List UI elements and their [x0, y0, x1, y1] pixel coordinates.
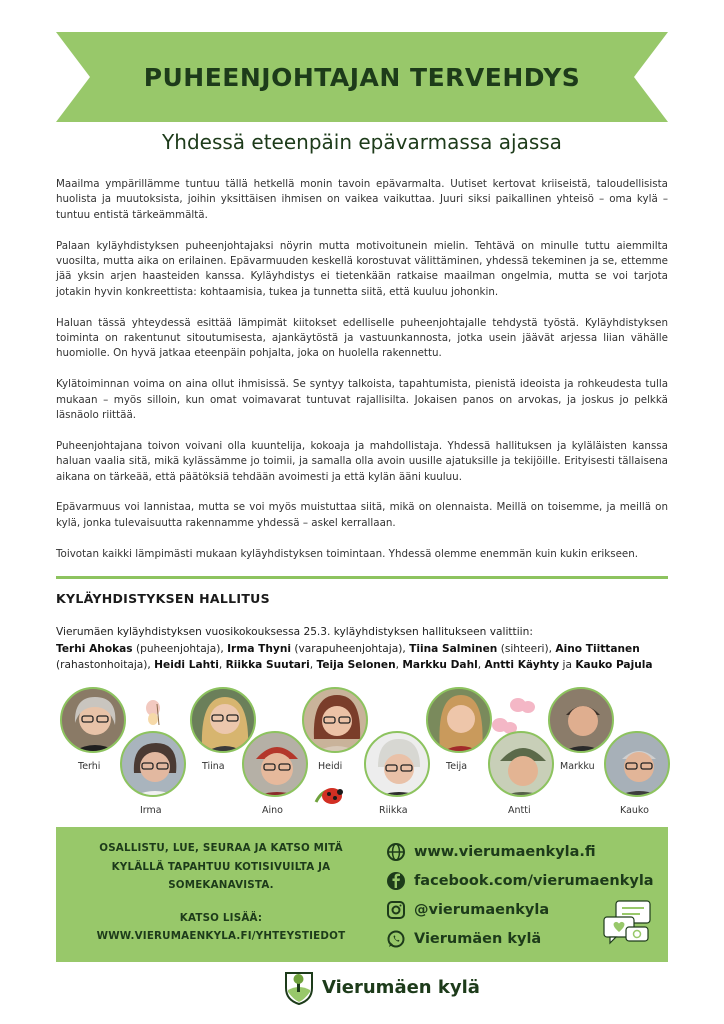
member-name: Kauko Pajula [575, 659, 653, 671]
contact-text: @vierumaenkyla [414, 901, 550, 918]
paragraph: Toivotan kaikki lämpimästi mukaan kyläyhdistyksen toimintaan. Yhdessä olemme enemmän kuin kukin erikseen. [56, 547, 639, 560]
separator: , [477, 659, 485, 671]
portrait-teija [426, 687, 492, 753]
subtitle: Yhdessä eteenpäin epävarmassa ajassa [162, 130, 562, 154]
portrait-riikka [364, 731, 430, 797]
member-name: Riikka Suutari [225, 659, 310, 671]
contact-text: Vierumäen kylä [414, 930, 542, 947]
member-role: (rahastonhoitaja), [56, 659, 155, 671]
portrait-tiina [190, 687, 256, 753]
callout-line: KATSO LISÄÄ: [179, 911, 263, 924]
paragraph: Palaan kyläyhdistyksen puheenjohtajaksi nöyrin mutta motivoitunein mielin. Tehtävä on minulle tuttu aiemmilta vuosilta, mutta aika on erilainen. Epävarmuuden keskellä korostuvat välittäminen, yhdessä tekeminen ja se, ettemme jää yksin arjen haasteiden kanssa. Kyläyhdistys ei tietenkään ratkaise maailman ongelmia, mutta se voi tarjota jotakin hyvin konkreettista: kohtaamisia, tukea ja tunnetta siitä, että kuuluu johonkin. [56, 239, 668, 298]
member-name: Markku Dahl [402, 659, 478, 671]
board-intro: Vierumäen kyläyhdistyksen vuosikokouksessa 25.3. kyläyhdistyksen hallitukseen valittiin: [56, 626, 533, 638]
board-heading: KYLÄYHDISTYKSEN HALLITUS [56, 591, 270, 606]
portrait-label: Kauko [620, 805, 649, 816]
whatsapp-icon [386, 929, 406, 949]
board-portraits [56, 685, 668, 820]
portrait-kauko [604, 731, 670, 797]
member-name: Irma Thyni [227, 642, 291, 655]
portrait-heidi [302, 687, 368, 753]
globe-icon [386, 842, 406, 862]
village-logo [282, 970, 482, 1008]
paragraph: Puheenjohtajana toivon voivani olla kuuntelija, kokoaja ja mahdollistaja. Yhdessä hallituksen ja kyläläisten kanssa haluan vaalia sitä, mikä kylässämme jo toimii, ja samalla olla avoin uusille ajatuksille ja tekijöille. Erityisesti tällaisena aikana on tärkeää, että päätöksiä tehdään avoimesti ja että kylän ääni kuuluu. [56, 439, 668, 483]
section-divider [56, 576, 668, 579]
portrait-label: Antti [508, 805, 531, 816]
contact-panel [56, 827, 668, 962]
portrait-markku [548, 687, 614, 753]
member-name: Heidi Lahti [154, 659, 219, 671]
portrait-label: Markku [560, 761, 595, 772]
shield-logo-icon [282, 970, 316, 1006]
portrait-label: Tiina [202, 761, 225, 772]
contact-facebook[interactable] [386, 866, 654, 895]
contact-text: facebook.com/vierumaenkyla [414, 872, 654, 889]
member-name: Terhi Ahokas [56, 642, 133, 655]
separator: , [309, 659, 317, 671]
portrait-label: Riikka [379, 805, 408, 816]
member-name: Antti Käyhty [484, 659, 560, 671]
member-name: Tiina Salminen [409, 642, 498, 655]
title-banner [56, 32, 668, 122]
member-name: Teija Selonen [316, 659, 396, 671]
portrait-label: Aino [262, 805, 283, 816]
member-name: Aino Tiittanen [555, 642, 640, 655]
website-link[interactable]: WWW.VIERUMAENKYLA.FI/YHTEYSTIEDOT [96, 930, 346, 942]
callout-line: KYLÄLLÄ TAPAHTUU KOTISIVUILTA JA [111, 860, 331, 873]
paragraph: Epävarmuus voi lannistaa, mutta se voi myös muistuttaa siitä, mikä on olennaista. Meillä on toisemme, ja meillä on kylä, jonka tulevaisuutta rakennamme yhdessä – askel kerrallaan. [56, 501, 668, 529]
contact-text: www.vierumaenkyla.fi [414, 843, 596, 860]
callout-line: OSALLISTU, LUE, SEURAA JA KATSO MITÄ [99, 842, 343, 854]
facebook-icon [386, 871, 406, 891]
member-role: (varapuheenjohtaja), [291, 642, 410, 655]
portrait-terhi [60, 687, 126, 753]
separator: , [218, 659, 226, 671]
separator: ja [559, 659, 576, 671]
greeting-body [56, 177, 668, 577]
portrait-label: Heidi [318, 761, 343, 772]
ladybug-icon [314, 780, 348, 808]
portrait-label: Irma [140, 805, 162, 816]
portrait-label: Teija [446, 761, 468, 772]
callout-line: SOMEKANAVISTA. [168, 879, 274, 891]
member-role: (sihteeri), [497, 642, 556, 655]
portrait-aino [242, 731, 308, 797]
portrait-antti [488, 731, 554, 797]
chat-bubbles-icon [602, 899, 652, 945]
paragraph: Maailma ympärillämme tuntuu tällä hetkellä monin tavoin epävarmalta. Uutiset kertovat kriiseistä, taloudellisista huolista ja muutoksista, joihin yksittäisen ihmisen on vaikea vaikuttaa. Juuri siksi paikallinen yhteisö – oma kylä – tuntuu entistä tärkeämmältä. [56, 178, 668, 221]
member-role: (puheenjohtaja), [132, 642, 228, 655]
portrait-label: Terhi [78, 761, 101, 772]
portrait-irma [120, 731, 186, 797]
butterfly-icon [144, 699, 170, 727]
separator: , [395, 659, 403, 671]
logo-text: Vierumäen kylä [322, 977, 480, 998]
panel-callout [76, 839, 366, 946]
contact-web[interactable] [386, 837, 654, 866]
instagram-youtube-icon [386, 900, 406, 920]
paragraph: Kylätoiminnan voima on aina ollut ihmisissä. Se syntyy talkoista, tapahtumista, pienistä ideoista ja rohkeudesta tulla mukaan – myös silloin, kun omat voimavarat tuntuvat rajallisilta. Jokaisen panos on arvokas, ja joskus jo pelkkä läsnäolo riittää. [56, 378, 668, 422]
page-title: PUHEENJOHTAJAN TERVEHDYS [143, 62, 581, 92]
paragraph: Haluan tässä yhteydessä esittää lämpimät kiitokset edelliselle puheenjohtajalle tehdystä työstä. Kyläyhdistyksen toiminta on rakentunut sitoutumisesta, ajankäytöstä ja vastuunkannosta, jotka usein jäävät arjessa liian vähälle huomiolle. On hyvä jatkaa eteenpäin pohjalta, joka on huolella rakennettu. [56, 316, 668, 360]
board-members-text [56, 624, 668, 674]
